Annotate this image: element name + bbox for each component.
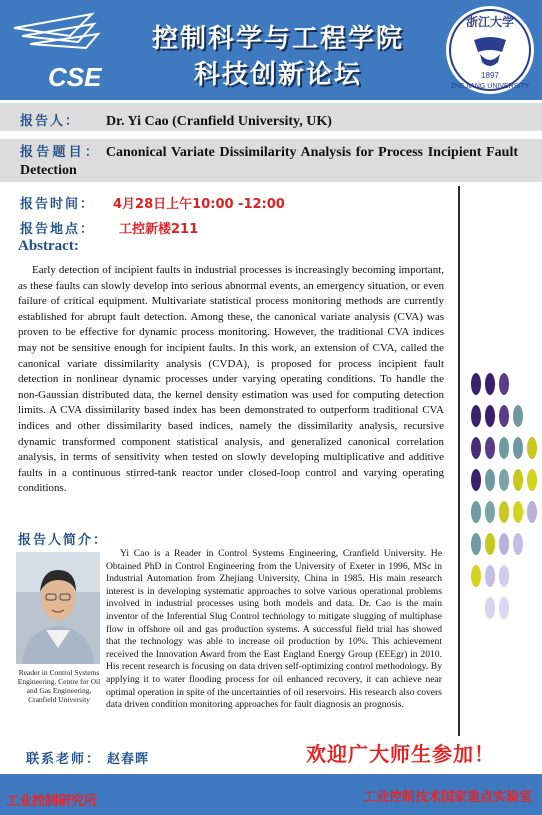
contact-name: 赵春晖 xyxy=(107,752,150,767)
speaker-photo xyxy=(16,552,100,664)
abstract-heading: Abstract: xyxy=(18,238,79,254)
dot-row-6 xyxy=(471,533,523,555)
time-line xyxy=(20,193,285,213)
header-banner xyxy=(0,0,542,100)
time-label: 报告时间： xyxy=(20,197,96,212)
forum-title-line2: 科技创新论坛 xyxy=(193,60,362,90)
footer-institute: 工业控制研究所 xyxy=(6,794,98,809)
contact-label: 联系老师： xyxy=(26,752,102,767)
topic-line xyxy=(20,144,518,180)
place-line xyxy=(20,218,198,238)
seal-year: 1897 xyxy=(481,71,499,80)
dot-row-3 xyxy=(471,437,537,459)
cse-logo xyxy=(8,6,128,94)
place-label: 报告地点： xyxy=(20,222,96,237)
forum-title-line1: 控制科学与工程学院 xyxy=(151,24,404,54)
speaker-label: 报告人： xyxy=(20,114,81,129)
dot-row-8 xyxy=(485,597,509,619)
topic-label: 报告题目： xyxy=(20,145,102,160)
welcome-message: 欢迎广大师生参加！ xyxy=(306,742,495,766)
place-value: 工控新楼211 xyxy=(119,222,199,237)
divider-line xyxy=(458,186,460,736)
footer-banner xyxy=(0,774,542,815)
dot-row-2 xyxy=(471,405,523,427)
photo-caption: Reader in Control Systems Engineering, Centre for Oil and Gas Engineering, Cranfield University xyxy=(17,668,101,704)
topic-title: Canonical Variate Dissimilarity Analysis for Process Incipient Fault Detection xyxy=(20,145,519,178)
bio-heading: 报告人简介： xyxy=(18,533,109,548)
seal-bottom-text: ZHEJIANG UNIVERSITY xyxy=(450,83,530,90)
contact-line xyxy=(26,748,149,767)
dot-row-4 xyxy=(471,469,537,491)
seal-top-text: 浙江大学 xyxy=(465,15,515,29)
speaker-name: Dr. Yi Cao (Cranfield University, UK) xyxy=(106,114,332,129)
dot-row-7 xyxy=(471,565,509,587)
speaker-line xyxy=(20,110,332,130)
bio-text: Yi Cao is a Reader in Control Systems Engineering, Cranfield University. He Obtained PhD in Control Engineering from the University of Exeter in 1996, MSc in Industrial Automation from Zhejiang University, China in 1985. His main research interest is in developing systematic approaches to solve various operational problems involved in industrial processes using both models and data. Dr. Cao is the main inventor of the Inferential Slug Control technology to mitigate slugging of multiphase flow in offshore oil and gas production systems. A successful field trial has showed that the technology was able to increase oil production by 10%. This achievement received the Innovation Award from the East England Energy Group (EEEgr) in 2010. His recent research is focusing on data driven self-optimizing control methodology. By applying it to water flooding process for oil enhanced recovery, it can achieve near optimal operation in spite of the uncertainties of oil reservoirs. His research also covers data driven condition monitoring approaches for fault diagnosis an prognosis. xyxy=(106,548,442,711)
decorative-dots xyxy=(470,372,540,622)
abstract-text: Early detection of incipient faults in industrial processes is increasingly becoming important, as these faults can slowly develop into serious abnormal events, an emergency situation, or even failure of critical equipment. Multivariate statistical process monitoring methods are currently established for abrupt fault detection. Among these, the canonical variate analysis (CVA) was proven to be effective for dynamic process monitoring. However, the traditional CVA indices may not be sensitive enough for incipient faults. In this work, an extension of CVA, called the canonical variate dissimilarity analysis (CVDA), is proposed for process incipient fault detection in nonlinear dynamic processes under varying operating conditions. To handle the non-Gaussian distributed data, the kernel density estimation was used for computing detection limits. A CVA dissimilarity based index has been demonstrated to outperform traditional CVA indices and other dissimilarity based indices, namely the dissimilarity analysis, recursive dynamic transformed component statistical analysis, and generalized canonical correlation analysis, in terms of sensitivity when tested on slowly developing multiplicative and additive faults in a continuous stirred-tank reactor under closed-loop control and varying operating conditions. xyxy=(18,264,444,495)
logo-text: CSE xyxy=(48,62,102,92)
footer-lab: 工业控制技术国家重点实验室 xyxy=(362,790,532,805)
time-value: 4月28日上午10:00 -12:00 xyxy=(113,197,285,212)
zju-seal xyxy=(444,4,536,96)
dot-row-1 xyxy=(471,373,509,395)
dot-row-5 xyxy=(471,501,537,523)
